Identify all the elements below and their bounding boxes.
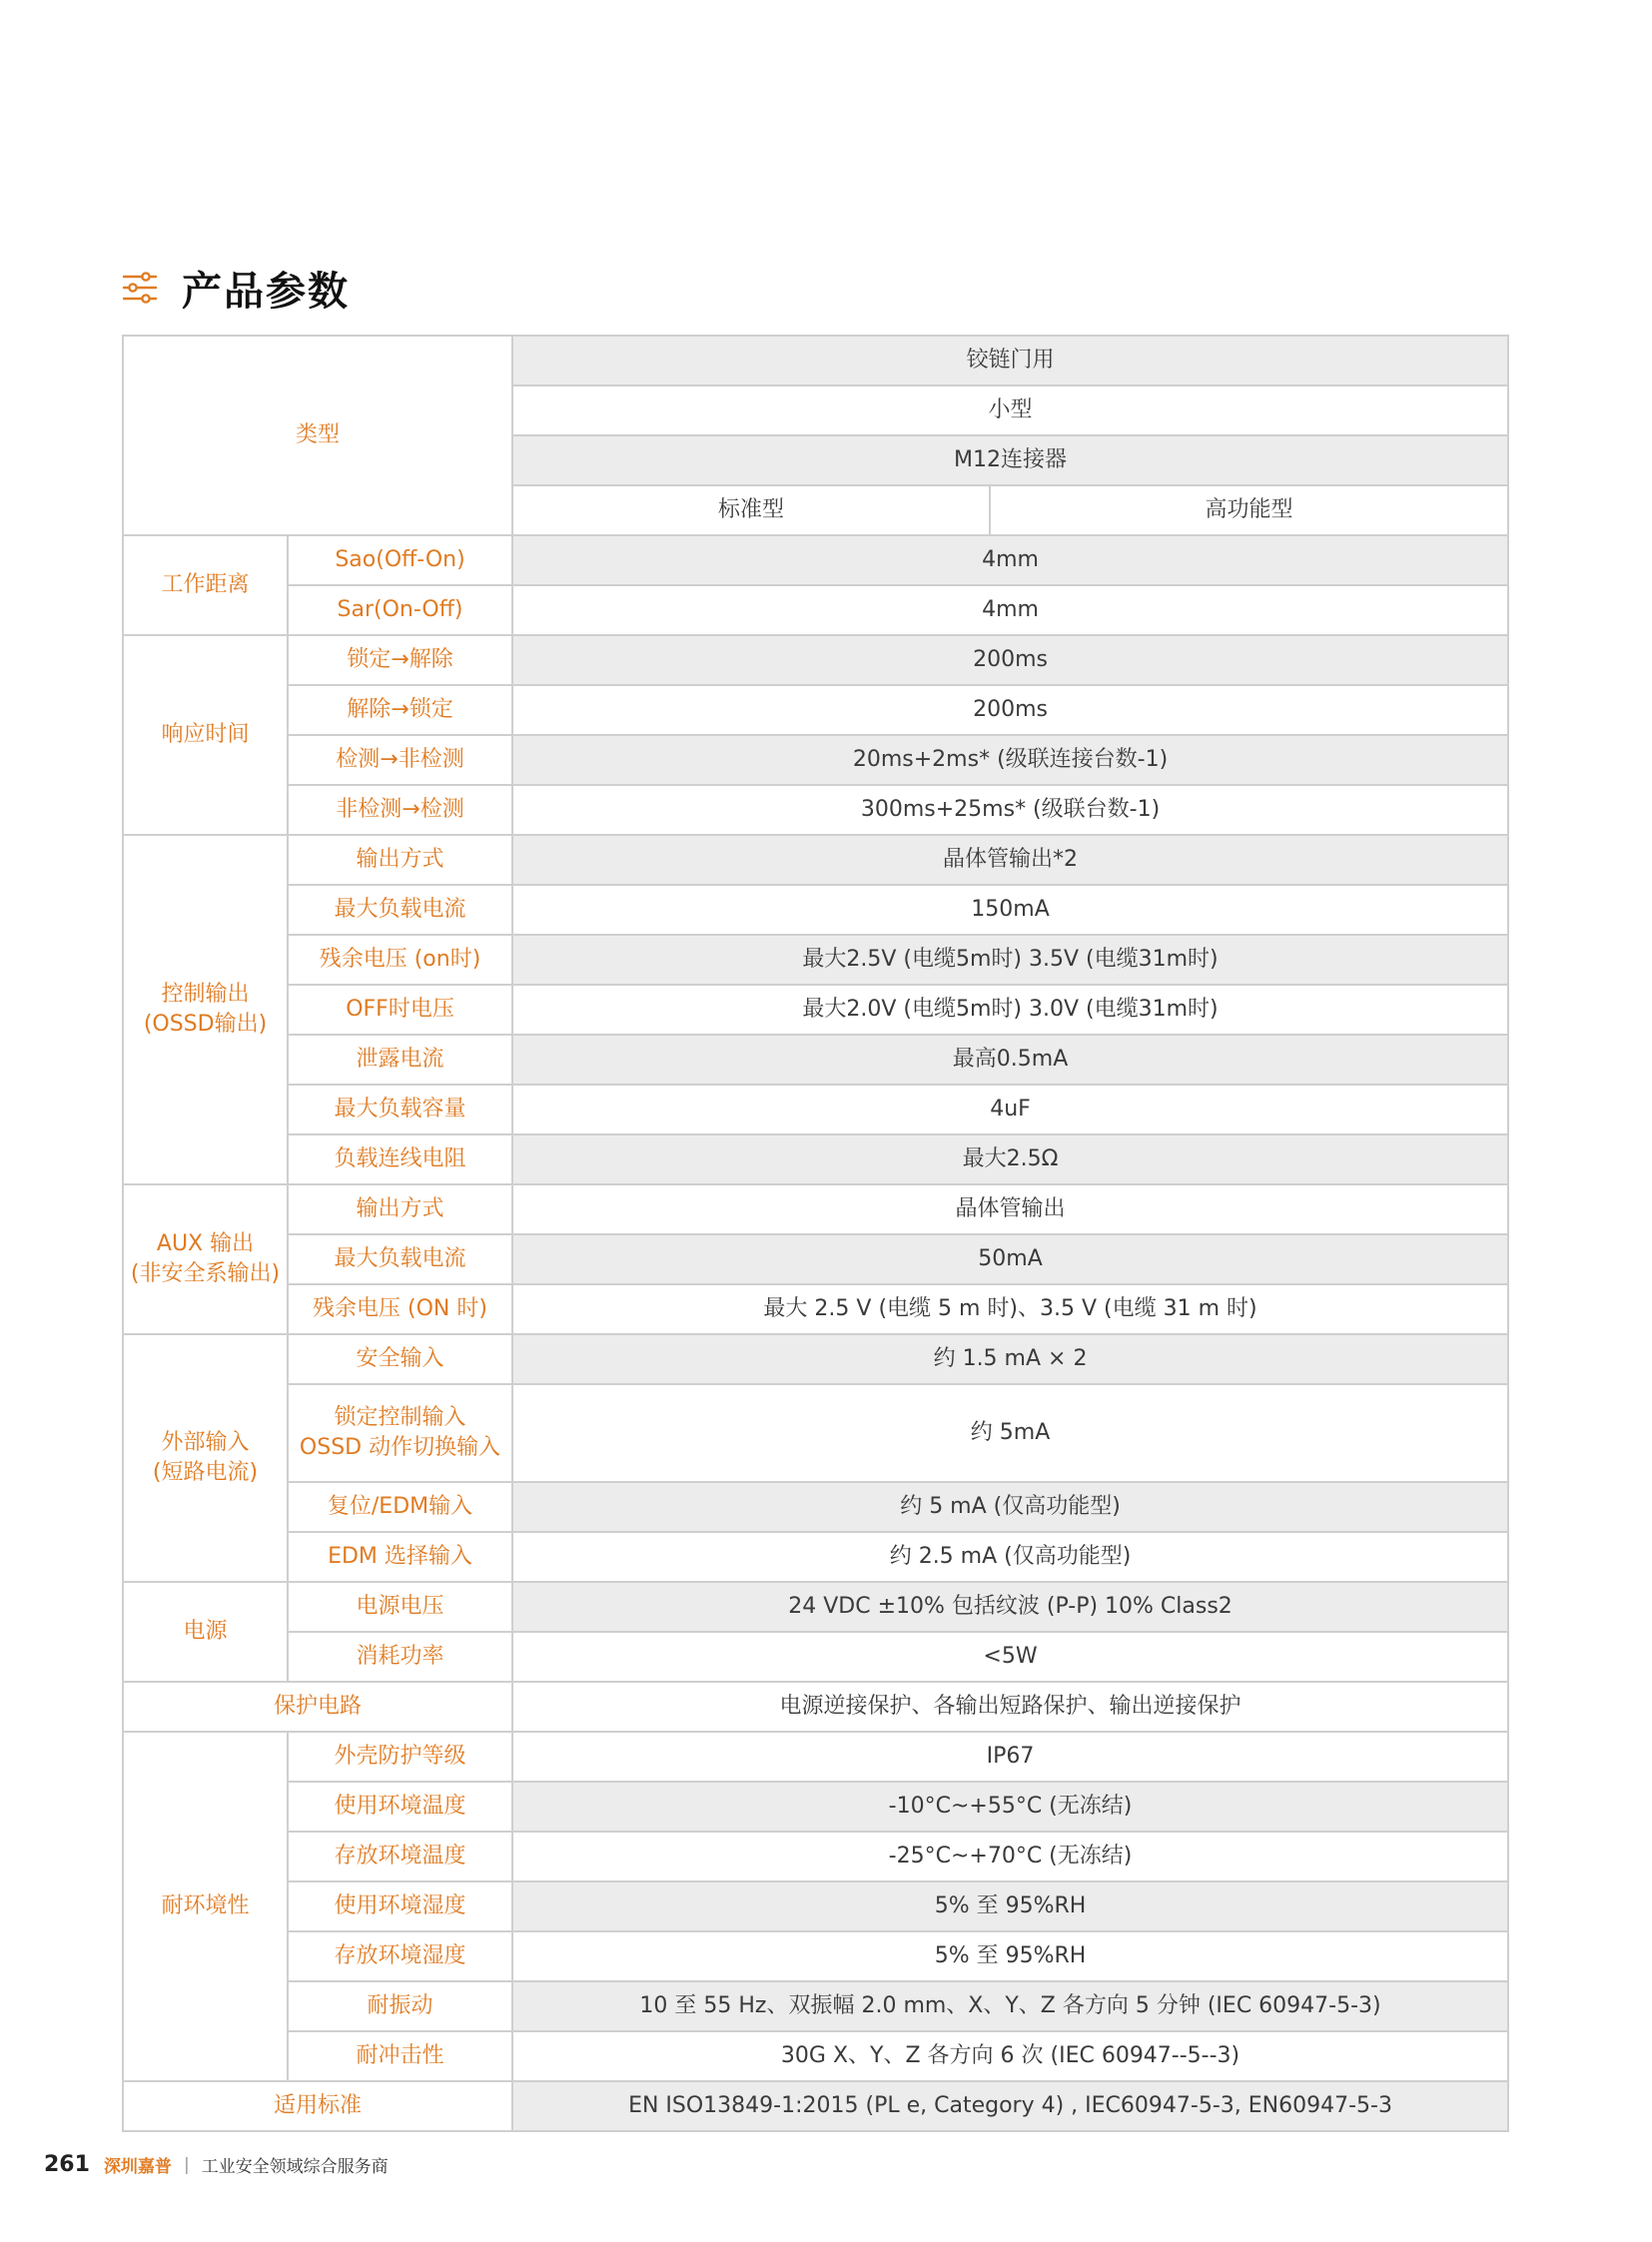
param-value: <5W — [512, 1632, 1508, 1682]
param-value: 150mA — [512, 885, 1508, 935]
param-value: 4mm — [512, 535, 1508, 585]
type-label: 类型 — [123, 336, 512, 535]
param-value: 最大2.0V (电缆5m时) 3.0V (电缆31m时) — [512, 985, 1508, 1035]
param-name: 锁定→解除 — [288, 635, 512, 685]
param-value: 4mm — [512, 585, 1508, 635]
param-name: 锁定控制输入 OSSD 动作切换输入 — [288, 1384, 512, 1482]
param-value: 200ms — [512, 685, 1508, 735]
type-value: 小型 — [512, 385, 1508, 435]
protection-label: 保护电路 — [123, 1682, 512, 1732]
param-name: 外壳防护等级 — [288, 1732, 512, 1782]
param-value: 4uF — [512, 1085, 1508, 1134]
spec-table — [122, 335, 1509, 2132]
param-value: -10°C~+55°C (无冻结) — [512, 1782, 1508, 1832]
param-name: Sao(Off-On) — [288, 535, 512, 585]
page-number: 261 — [44, 2152, 90, 2177]
param-name: 存放环境温度 — [288, 1832, 512, 1881]
standards-value: EN ISO13849-1:2015 (PL e, Category 4) , IEC60947-5-3, EN60947-5-3 — [512, 2081, 1508, 2131]
variant-advanced: 高功能型 — [990, 485, 1508, 535]
param-value: 24 VDC ±10% 包括纹波 (P-P) 10% Class2 — [512, 1582, 1508, 1632]
param-name: 残余电压 (on时) — [288, 935, 512, 985]
param-name: 检测→非检测 — [288, 735, 512, 785]
param-value: 50mA — [512, 1234, 1508, 1284]
param-value: 约 2.5 mA (仅高功能型) — [512, 1532, 1508, 1582]
param-value: 5% 至 95%RH — [512, 1931, 1508, 1981]
protection-value: 电源逆接保护、各输出短路保护、输出逆接保护 — [512, 1682, 1508, 1732]
param-value: 晶体管输出 — [512, 1184, 1508, 1234]
param-name: 安全输入 — [288, 1334, 512, 1384]
param-value: 5% 至 95%RH — [512, 1881, 1508, 1931]
page-footer — [44, 2152, 389, 2177]
param-name: 泄露电流 — [288, 1035, 512, 1085]
param-value: 约 5mA — [512, 1384, 1508, 1482]
param-name: 非检测→检测 — [288, 785, 512, 835]
param-value: 10 至 55 Hz、双振幅 2.0 mm、X、Y、Z 各方向 5 分钟 (IEC 60947-5-3) — [512, 1981, 1508, 2031]
footer-tagline: 工业安全领域综合服务商 — [201, 2157, 389, 2177]
section-label: 耐环境性 — [123, 1732, 288, 2081]
footer-separator: | — [183, 2154, 190, 2175]
param-name: 最大负载电流 — [288, 885, 512, 935]
param-value: 20ms+2ms* (级联连接台数-1) — [512, 735, 1508, 785]
type-value: M12连接器 — [512, 435, 1508, 485]
section-label: AUX 输出 (非安全系输出) — [123, 1184, 288, 1334]
param-name: OFF时电压 — [288, 985, 512, 1035]
param-name: EDM 选择输入 — [288, 1532, 512, 1582]
param-value: 最大 2.5 V (电缆 5 m 时)、3.5 V (电缆 31 m 时) — [512, 1284, 1508, 1334]
param-name: 输出方式 — [288, 1184, 512, 1234]
section-label: 工作距离 — [123, 535, 288, 635]
param-value: 30G X、Y、Z 各方向 6 次 (IEC 60947--5--3) — [512, 2031, 1508, 2081]
param-name: 消耗功率 — [288, 1632, 512, 1682]
section-label: 控制输出 (OSSD输出) — [123, 835, 288, 1184]
param-value: -25°C~+70°C (无冻结) — [512, 1832, 1508, 1881]
param-value: IP67 — [512, 1732, 1508, 1782]
sliders-icon — [122, 270, 158, 306]
param-value: 300ms+25ms* (级联台数-1) — [512, 785, 1508, 835]
param-value: 最高0.5mA — [512, 1035, 1508, 1085]
param-name: 耐冲击性 — [288, 2031, 512, 2081]
param-name: 使用环境温度 — [288, 1782, 512, 1832]
param-name: 最大负载容量 — [288, 1085, 512, 1134]
param-name: 电源电压 — [288, 1582, 512, 1632]
param-name: 复位/EDM输入 — [288, 1482, 512, 1532]
param-name: 使用环境湿度 — [288, 1881, 512, 1931]
section-label: 外部输入 (短路电流) — [123, 1334, 288, 1582]
page-title: 产品参数 — [182, 268, 350, 315]
param-name: 存放环境湿度 — [288, 1931, 512, 1981]
param-name: Sar(On-Off) — [288, 585, 512, 635]
type-value: 铰链门用 — [512, 336, 1508, 385]
param-name: 最大负载电流 — [288, 1234, 512, 1284]
section-heading — [122, 258, 350, 318]
param-name: 负载连线电阻 — [288, 1134, 512, 1184]
param-name: 解除→锁定 — [288, 685, 512, 735]
param-value: 晶体管输出*2 — [512, 835, 1508, 885]
param-value: 最大2.5V (电缆5m时) 3.5V (电缆31m时) — [512, 935, 1508, 985]
param-value: 约 5 mA (仅高功能型) — [512, 1482, 1508, 1532]
section-label: 响应时间 — [123, 635, 288, 835]
standards-label: 适用标准 — [123, 2081, 512, 2131]
variant-standard: 标准型 — [512, 485, 990, 535]
param-value: 最大2.5Ω — [512, 1134, 1508, 1184]
brand-name: 深圳嘉普 — [103, 2157, 172, 2177]
section-label: 电源 — [123, 1582, 288, 1682]
param-name: 残余电压 (ON 时) — [288, 1284, 512, 1334]
param-name: 输出方式 — [288, 835, 512, 885]
param-name: 耐振动 — [288, 1981, 512, 2031]
param-value: 约 1.5 mA × 2 — [512, 1334, 1508, 1384]
param-value: 200ms — [512, 635, 1508, 685]
